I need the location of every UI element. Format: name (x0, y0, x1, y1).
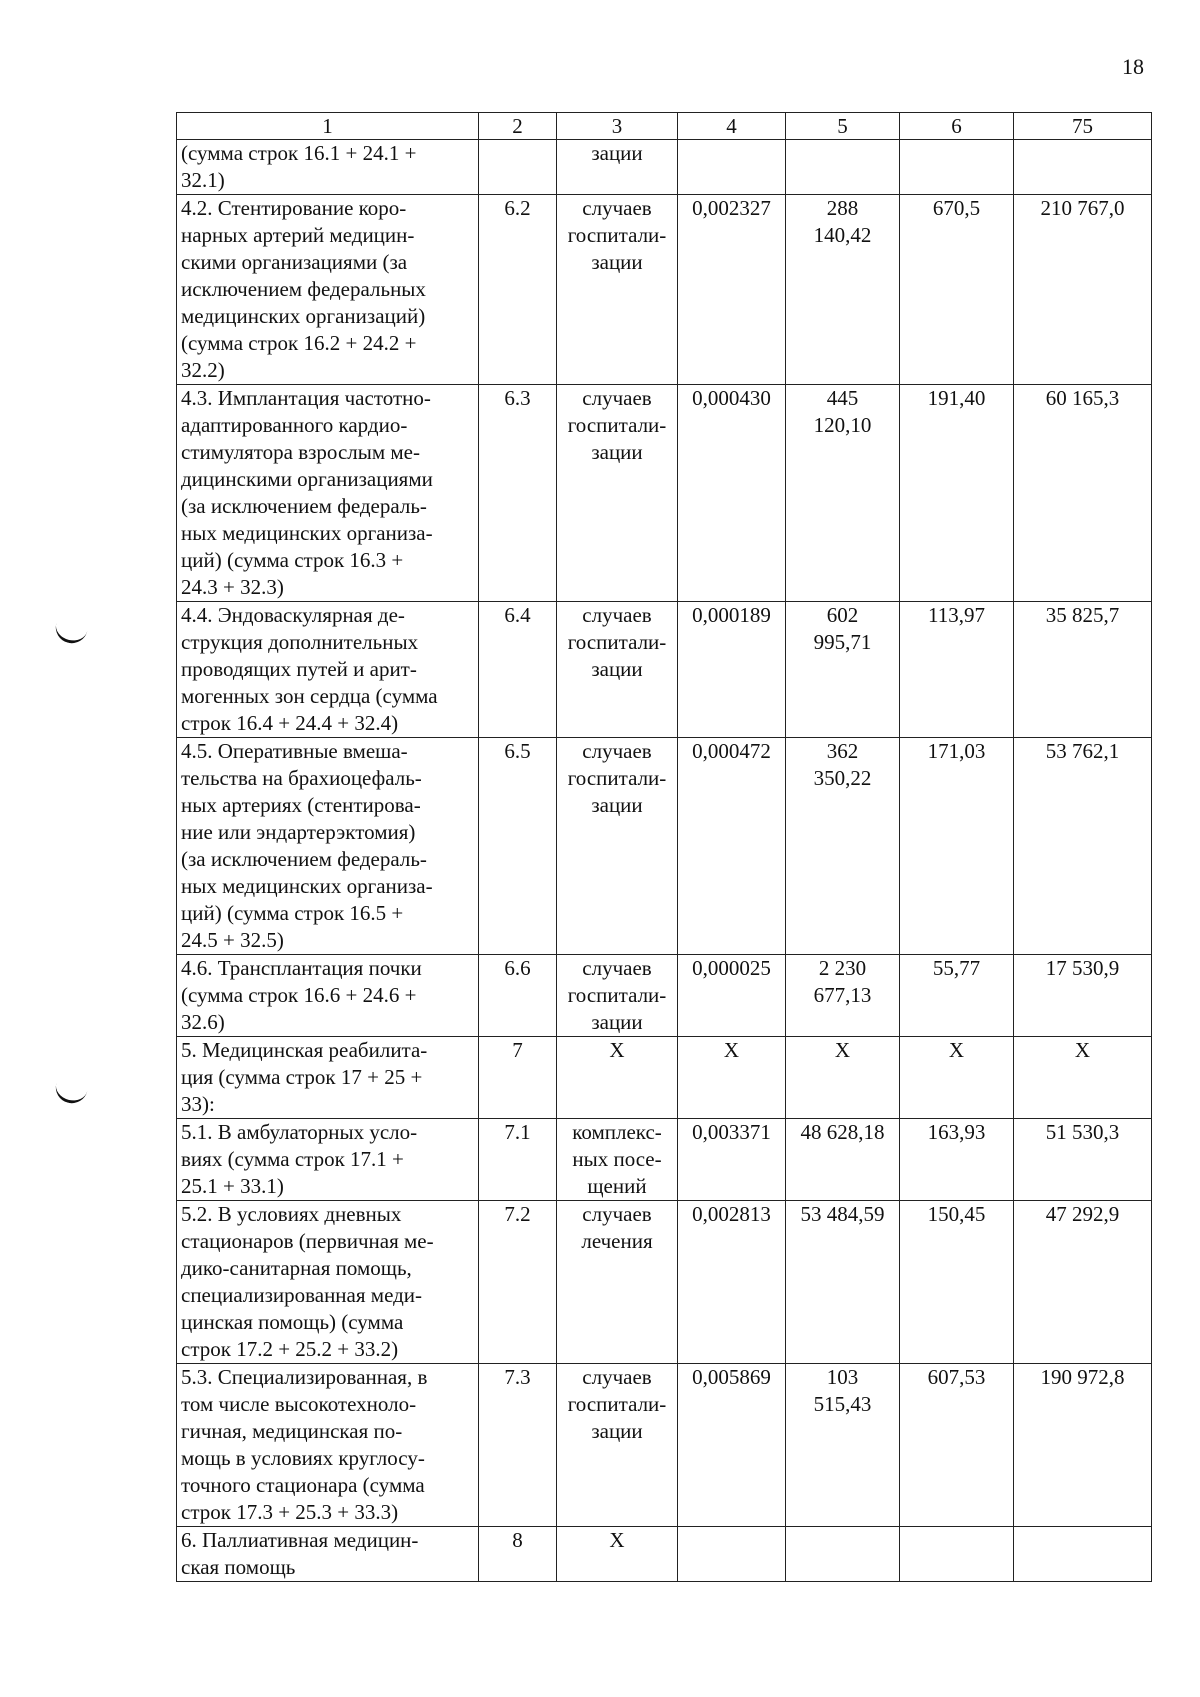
column-header-5: 5 (786, 113, 900, 140)
table-row (177, 1527, 1152, 1582)
row-per-capita-cell: 150,45 (900, 1201, 1014, 1364)
row-norm-cell: 0,002327 (678, 195, 786, 385)
row-norm-cell: 0,000025 (678, 955, 786, 1037)
row-name-cell: 5.3. Специализированная, в том числе высокотехноло- гичная, медицинская по- мощь в условиях круглосу- точного стационара (сумма строк 17.3 + 25.3 + 33.3) (177, 1364, 479, 1527)
table-row (177, 955, 1152, 1037)
row-cost-cell: 2 230 677,13 (786, 955, 900, 1037)
row-code-cell: 6.5 (479, 738, 557, 955)
row-total-cell: 190 972,8 (1014, 1364, 1152, 1527)
row-unit-cell: Х (557, 1527, 678, 1582)
row-code-cell (479, 140, 557, 195)
row-cost-cell (786, 140, 900, 195)
row-norm-cell (678, 1527, 786, 1582)
table-row (177, 738, 1152, 955)
row-per-capita-cell: 607,53 (900, 1364, 1014, 1527)
row-norm-cell: 0,000472 (678, 738, 786, 955)
row-total-cell: 51 530,3 (1014, 1119, 1152, 1201)
row-norm-cell: 0,002813 (678, 1201, 786, 1364)
data-table (176, 112, 1152, 1582)
row-total-cell: 47 292,9 (1014, 1201, 1152, 1364)
column-header-2: 2 (479, 113, 557, 140)
row-per-capita-cell: 191,40 (900, 385, 1014, 602)
row-name-cell: 4.2. Стентирование коро- нарных артерий медицин- скими организациями (за исключением федеральных медицинских организаций) (сумма строк 16.2 + 24.2 + 32.2) (177, 195, 479, 385)
row-unit-cell: комплекс- ных посе- щений (557, 1119, 678, 1201)
table-row (177, 1364, 1152, 1527)
row-norm-cell (678, 140, 786, 195)
row-total-cell (1014, 1527, 1152, 1582)
table-row (177, 1037, 1152, 1119)
row-code-cell: 7 (479, 1037, 557, 1119)
column-header-6: 6 (900, 113, 1014, 140)
row-code-cell: 7.2 (479, 1201, 557, 1364)
row-norm-cell: 0,000430 (678, 385, 786, 602)
row-cost-cell: 288 140,42 (786, 195, 900, 385)
row-total-cell: 210 767,0 (1014, 195, 1152, 385)
row-per-capita-cell: 113,97 (900, 602, 1014, 738)
row-name-cell: (сумма строк 16.1 + 24.1 + 32.1) (177, 140, 479, 195)
row-norm-cell: 0,003371 (678, 1119, 786, 1201)
row-unit-cell: случаев госпитали- зации (557, 955, 678, 1037)
row-per-capita-cell (900, 1527, 1014, 1582)
row-unit-cell: случаев госпитали- зации (557, 1364, 678, 1527)
row-per-capita-cell: 163,93 (900, 1119, 1014, 1201)
row-name-cell: 6. Паллиативная медицин- ская помощь (177, 1527, 479, 1582)
row-code-cell: 6.6 (479, 955, 557, 1037)
row-total-cell: 35 825,7 (1014, 602, 1152, 738)
row-code-cell: 7.1 (479, 1119, 557, 1201)
column-header-3: 3 (557, 113, 678, 140)
row-code-cell: 6.3 (479, 385, 557, 602)
row-cost-cell: 53 484,59 (786, 1201, 900, 1364)
column-header-4: 4 (678, 113, 786, 140)
row-per-capita-cell (900, 140, 1014, 195)
row-per-capita-cell: 55,77 (900, 955, 1014, 1037)
row-unit-cell: случаев лечения (557, 1201, 678, 1364)
row-cost-cell: Х (786, 1037, 900, 1119)
row-name-cell: 4.4. Эндоваскулярная де- струкция дополнительных проводящих путей и арит- могенных зон сердца (сумма строк 16.4 + 24.4 + 32.4) (177, 602, 479, 738)
table-row (177, 1119, 1152, 1201)
row-norm-cell: 0,000189 (678, 602, 786, 738)
header-row (177, 113, 1152, 140)
row-norm-cell: Х (678, 1037, 786, 1119)
row-per-capita-cell: 670,5 (900, 195, 1014, 385)
row-cost-cell: 362 350,22 (786, 738, 900, 955)
table-header (177, 113, 1152, 140)
row-code-cell: 6.4 (479, 602, 557, 738)
row-name-cell: 4.5. Оперативные вмеша- тельства на брахиоцефаль- ных артериях (стентирова- ние или эндартерэктомия) (за исключением федераль- ных медицинских организа- ций) (сумма строк 16.5 + 24.5 + 32.5) (177, 738, 479, 955)
row-name-cell: 4.6. Трансплантация почки (сумма строк 16.6 + 24.6 + 32.6) (177, 955, 479, 1037)
row-norm-cell: 0,005869 (678, 1364, 786, 1527)
row-total-cell (1014, 140, 1152, 195)
column-header-1: 1 (177, 113, 479, 140)
row-unit-cell: случаев госпитали- зации (557, 385, 678, 602)
page-number: 18 (1122, 54, 1144, 79)
row-per-capita-cell: Х (900, 1037, 1014, 1119)
row-name-cell: 4.3. Имплантация частотно- адаптированного кардио- стимулятора взрослым ме- дицинскими организациями (за исключением федераль- ных медицинских организа- ций) (сумма строк 16.3 + 24.3 + 32.3) (177, 385, 479, 602)
row-unit-cell: случаев госпитали- зации (557, 738, 678, 955)
table-row (177, 385, 1152, 602)
row-per-capita-cell: 171,03 (900, 738, 1014, 955)
row-total-cell: 60 165,3 (1014, 385, 1152, 602)
row-unit-cell: случаев госпитали- зации (557, 602, 678, 738)
table-row (177, 1201, 1152, 1364)
row-unit-cell: случаев госпитали- зации (557, 195, 678, 385)
table-body (177, 140, 1152, 1582)
row-cost-cell: 103 515,43 (786, 1364, 900, 1527)
row-cost-cell: 602 995,71 (786, 602, 900, 738)
table-row (177, 140, 1152, 195)
row-name-cell: 5. Медицинская реабилита- ция (сумма строк 17 + 25 + 33): (177, 1037, 479, 1119)
row-total-cell: 53 762,1 (1014, 738, 1152, 955)
row-total-cell: Х (1014, 1037, 1152, 1119)
row-cost-cell: 445 120,10 (786, 385, 900, 602)
row-unit-cell: зации (557, 140, 678, 195)
row-name-cell: 5.1. В амбулаторных усло- виях (сумма строк 17.1 + 25.1 + 33.1) (177, 1119, 479, 1201)
scan-mark-top (52, 622, 87, 646)
row-code-cell: 8 (479, 1527, 557, 1582)
row-name-cell: 5.2. В условиях дневных стационаров (первичная ме- дико-санитарная помощь, специализированная меди- цинская помощь) (сумма строк 17.2 + 25.2 + 33.2) (177, 1201, 479, 1364)
row-cost-cell: 48 628,18 (786, 1119, 900, 1201)
table-row (177, 602, 1152, 738)
row-total-cell: 17 530,9 (1014, 955, 1152, 1037)
row-unit-cell: Х (557, 1037, 678, 1119)
row-code-cell: 7.3 (479, 1364, 557, 1527)
column-header-7: 75 (1014, 113, 1152, 140)
row-code-cell: 6.2 (479, 195, 557, 385)
row-cost-cell (786, 1527, 900, 1582)
scan-mark-bottom (52, 1082, 87, 1106)
table-row (177, 195, 1152, 385)
